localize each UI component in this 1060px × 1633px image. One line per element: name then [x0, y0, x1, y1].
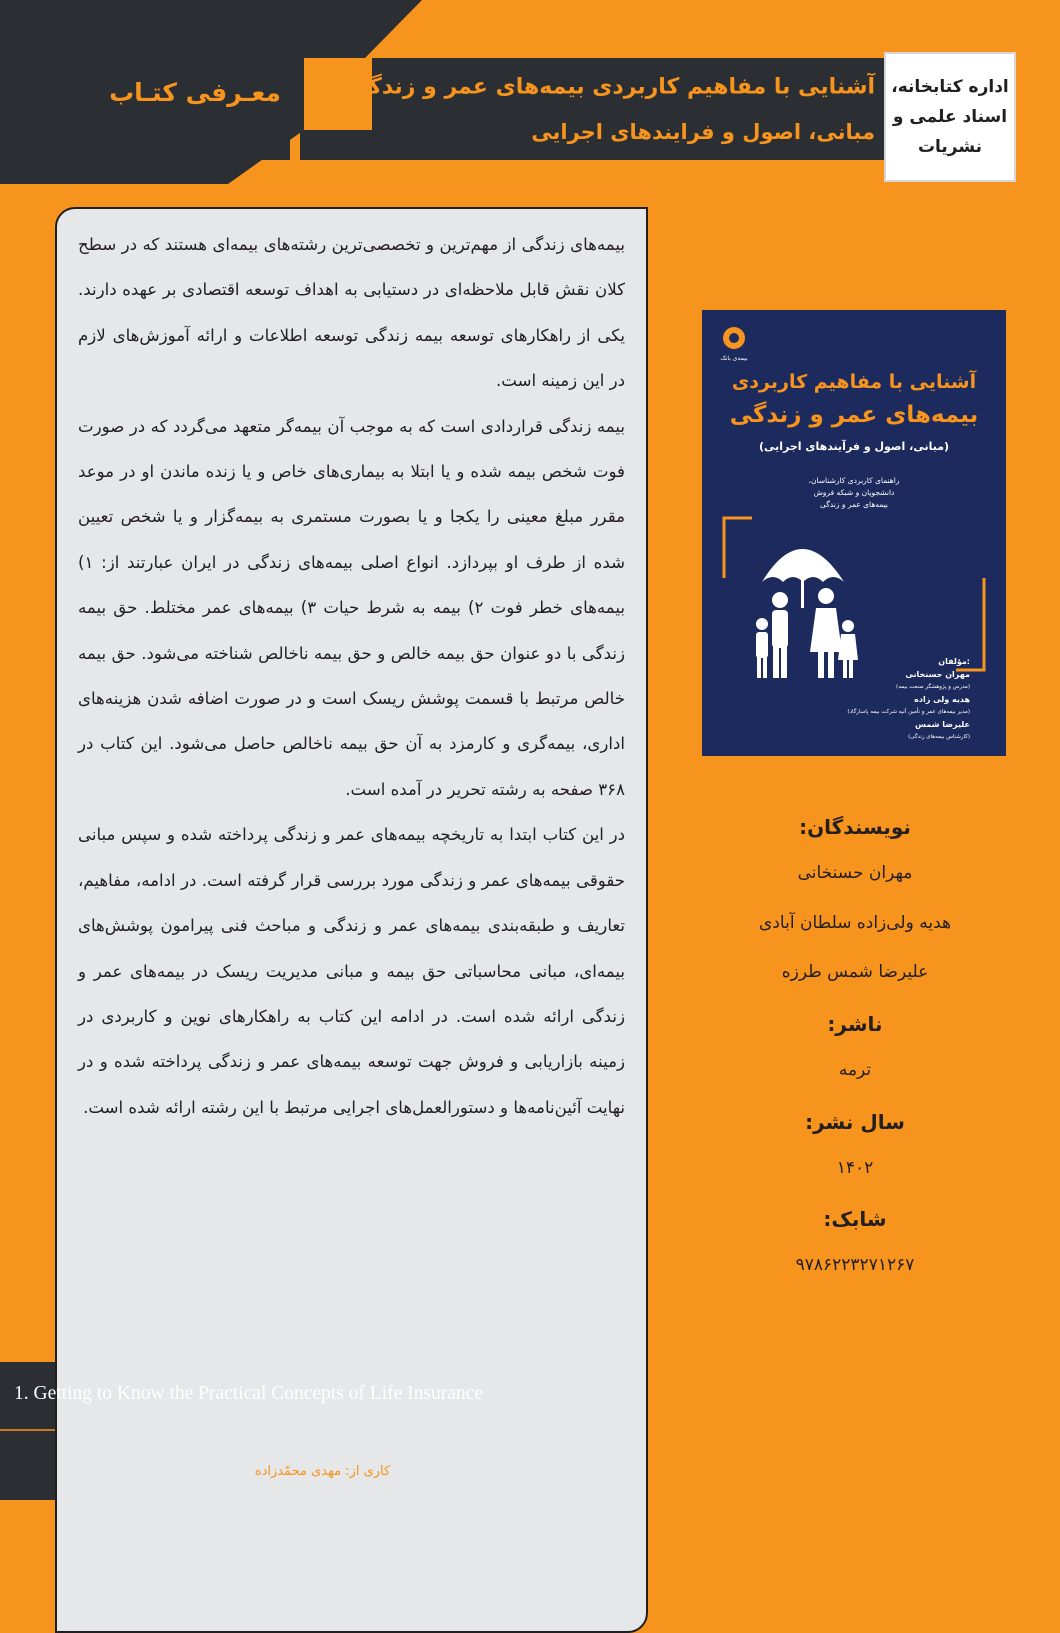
summary-text [78, 222, 625, 1130]
section-label-band [0, 58, 304, 184]
year-label: سال نشر: [805, 1110, 905, 1134]
credit-line: کاری از: مهدی محمّدزاده [254, 1464, 391, 1479]
cover-title-2: بیمه‌های عمر و زندگی [729, 402, 979, 428]
cover-author-role: (کارشناس بیمه‌های زندگی) [908, 734, 970, 740]
book-subtitle: مبانی، اصول و فرایندهای اجرایی [531, 120, 875, 144]
publisher-logo-text: بیمه‌ی بانک [720, 355, 748, 362]
book-title [337, 74, 875, 100]
department-line: نشریات [917, 137, 983, 157]
cover-title-1: آشنایی با مفاهیم کاربردی [731, 371, 977, 393]
summary-paragraph: در این کتاب ابتدا به تاریخچه بیمه‌های عمر و زندگی پرداخته شده و سپس مبانی حقوقی بیمه‌های عمر و زندگی مورد بررسی قرار گرفته است. در ادامه، مفاهیم، تعاریف و طبقه‌بندی بیمه‌های عمر و زندگی و مباحث فنی پیرامون پوشش‌های بیمه‌ای، مبانی محاسباتی حق بیمه و مبانی مدیریت ریسک در بیمه‌های عمر و زندگی ارائه شده است. در ادامه این کتاب به راهکارهای نوین و کاربردی در زمینه بازاریابی و فروش جهت توسعه بیمه‌های عمر و زندگی پرداخته شده و در نهایت آئین‌نامه‌ها و دستورالعمل‌های اجرایی مرتبط با این رشته ارائه شده است. [78, 825, 625, 1117]
cover-subtitle-line: دانشجویان و شبکه فروش [813, 488, 895, 497]
department-line: اداره کتابخانه، [891, 77, 1009, 97]
cover-author-name: علیرضا شمس [914, 720, 970, 729]
footnote: 1. Getting to Know the Practical Concepts of Life Insurance [14, 1383, 483, 1404]
cover-authors-label: مؤلفان: [938, 657, 970, 666]
author-name: مهران حسنخانی [797, 863, 913, 883]
cover-title-3: (مبانی، اصول و فرآیندهای اجرایی) [758, 440, 950, 453]
authors-label: نویسندگان: [799, 815, 911, 839]
cover-author-role: (مدیر بیمه‌های عمر و تأمین آتیه شرکت بیمه پاسارگاد) [847, 709, 970, 715]
department-box [884, 52, 1016, 182]
cover-author-role: (مدرس و پژوهشگر صنعت بیمه) [896, 684, 970, 690]
publication-year: ۱۴۰۲ [836, 1158, 874, 1178]
cover-subtitle-line: بیمه‌های عمر و زندگی [819, 500, 889, 509]
cover-author-name: مهران حسنخانی [905, 670, 970, 679]
cover-subtitle-line: راهنمای کاربردی کارشناسان، [808, 476, 900, 485]
section-label: معـرفی کتـاب [109, 78, 281, 107]
department-line: اسناد علمی و [892, 107, 1008, 127]
cover-author-name: هدیه ولی زاده [914, 695, 970, 704]
publisher-label: ناشر: [827, 1012, 883, 1036]
publisher-name: ترمه [838, 1060, 872, 1080]
book-cover-art [702, 310, 1006, 756]
book-title-text: آشنایی با مفاهیم کاربردی بیمه‌های عمر و زندگی [346, 74, 875, 100]
summary-paragraph: بیمه زندگی قراردادی است که به موجب آن بیمه‌گر متعهد می‌گردد که در صورت فوت شخص بیمه شده و یا ابتلا به بیماری‌های خاص و یا زنده ماندن او در موعد مقرر مبلغ معینی را یکجا و یا بصورت مستمری به بیمه‌گزار و یا شخص تعیین شده از طرف او بپردازد. انواع اصلی بیمه‌های زندگی در ایران عبارتند از: ۱) بیمه‌های خطر فوت ۲) بیمه به شرط حیات ۳) بیمه‌های عمر مختلط. حق بیمه زندگی با دو عنوان حق بیمه خالص و حق بیمه ناخالص شناخته می‌شود. حق بیمه خالص مرتبط با قسمت پوشش ریسک است و در صورت اضافه شدن هزینه‌های اداری، بیمه‌گری و کارمزد به آن حق بیمه ناخالص حاصل می‌شود. این کتاب در ۳۶۸ صفحه به رشته تحریر در آمده است. [78, 416, 626, 799]
book-cover-image [702, 310, 1006, 756]
author-name: علیرضا شمس طرزه [781, 962, 929, 982]
summary-paragraph: بیمه‌های زندگی از مهم‌ترین و تخصصی‌ترین رشته‌های بیمه‌ای هستند که در سطح کلان نقش قابل ملاحظه‌ای در دستیابی به اهداف توسعه اقتصادی بر عهده دارند. یکی از راهکارهای توسعه بیمه زندگی توسعه اطلاعات و ارائه آموزش‌های لازم در این زمینه است. [78, 235, 625, 391]
isbn-label: شابک: [823, 1207, 887, 1231]
isbn-value: ۹۷۸۶۲۲۳۲۷۱۲۶۷ [795, 1255, 915, 1275]
author-name: هدیه ولی‌زاده سلطان آبادی [759, 913, 951, 933]
footnote-mark: 1 [337, 74, 347, 89]
